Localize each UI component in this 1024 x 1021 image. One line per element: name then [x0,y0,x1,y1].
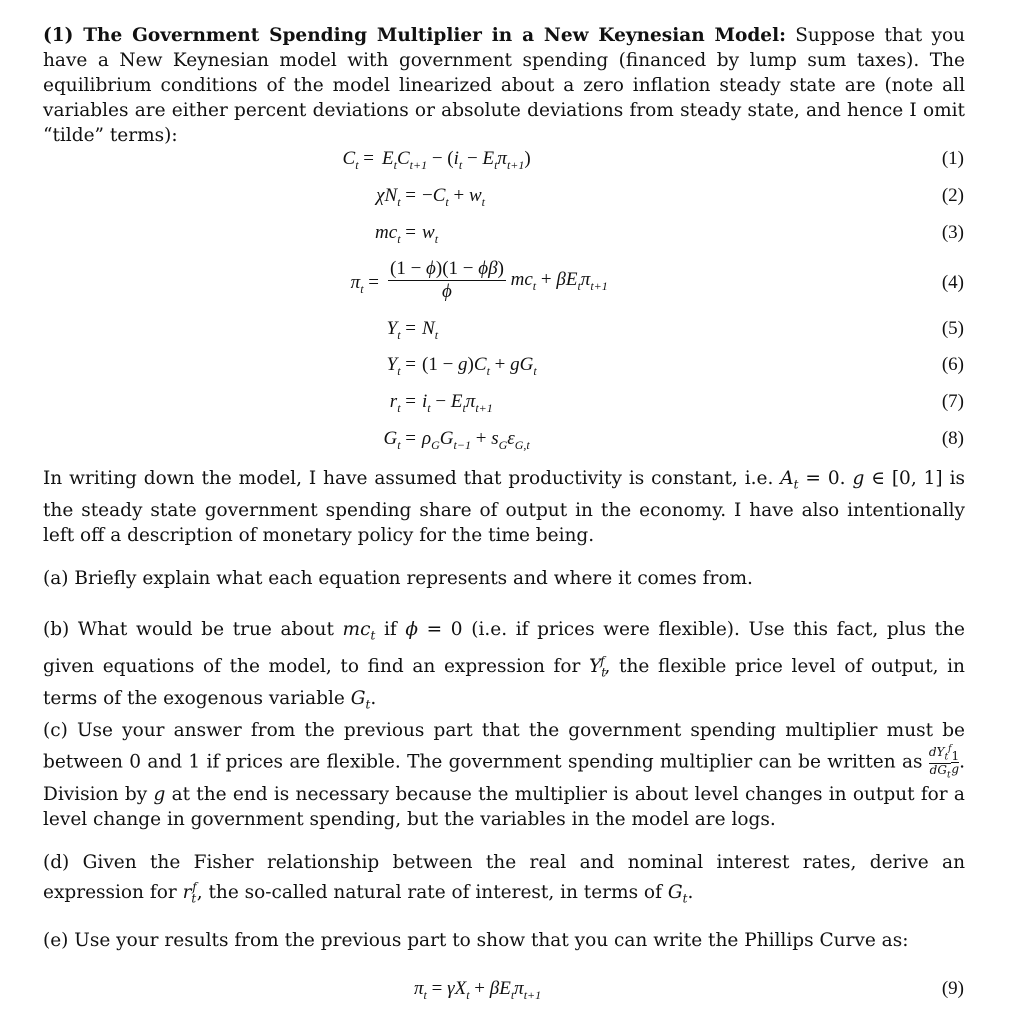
question-a: (a) Briefly explain what each equation represents and where it comes from. [43,568,753,589]
equation-number: (1) [941,148,964,169]
equation-8: $G_t$ = $\rho_GG_{t-1} + s_G\varepsilon_{G,t}$ (8) [383,428,964,452]
equation-1: $C_t$ = $E_tC_{t+1} - (i_t - E_t\pi_{t+1})$ (1) [342,148,964,172]
equation-5: $Y_t$ = $N_t$ (5) [386,318,964,342]
equation-number: (5) [941,318,964,339]
equation-9: $\pi_t = \gamma X_t + \beta E_t\pi_{t+1}$ (9) [414,978,964,1002]
equation-number: (3) [941,222,964,243]
assumptions-paragraph: In writing down the model, I have assumed that productivity is constant, i.e. $A_t = 0$. g ∈ [0, 1] is the steady state government spending share of output in the economy. I have also intentionally left off a description of monetary policy for the time being. [43,468,965,546]
equation-number: (2) [941,185,964,206]
equation-number: (4) [941,272,964,293]
intro-body: Suppose that you have a New Keynesian model with government spending (financed by lump sum taxes). The equilibrium conditions of the model linearized about a zero inflation steady state are (note all variables are either percent deviations or absolute deviations from steady state, and hence I omit “tilde” terms): [43,25,966,146]
equation-7: $r_t$ = $i_t - E_t\pi_{t+1}$ (7) [389,391,964,415]
intro-paragraph [43,23,965,148]
equation-3: $mc_t$ = $w_t$ (3) [375,222,964,246]
equation-6: $Y_t$ = $(1 - g)C_t + gG_t$ (6) [386,354,964,378]
equation-number: (6) [941,354,964,375]
question-b: (b) What would be true about $mc_t$ if ϕ = 0 (i.e. if prices were flexible). Use this fact, plus the given equations of the model, to find an expression for $Y_t^f$, the flexible price level of output, in terms of the exogenous variable $G_t$. [43,619,965,712]
question-d: (d) Given the Fisher relationship between the real and nominal interest rates, derive an expression for $r_t^f$, the so-called natural rate of interest, in terms of $G_t$. [43,852,965,906]
equation-2: $\chi N_t$ = $-C_t + w_t$ (2) [376,185,964,209]
equation-number: (8) [941,428,964,449]
equation-4: $\pi_t$ = $\frac{(1 - \phi)(1 - \phi\beta)}{\phi}$ $mc_t + \beta E_t\pi_{t+1}$ (4) [350,258,964,302]
problem-heading: (1) The Government Spending Multiplier in a New Keynesian Model: [43,25,786,46]
equation-number: (9) [941,978,964,999]
question-e: (e) Use your results from the previous part to show that you can write the Phillips Curve as: [43,930,909,951]
equation-number: (7) [941,391,964,412]
question-c: (c) Use your answer from the previous part that the government spending multiplier must be between 0 and 1 if prices are flexible. The government spending multiplier can be written as $dY_t^f$ $dG_t$ $\frac{1}{g}$. Division by g at the end is necessary because the multiplier is about level changes in output for a level change in government spending, but the variables in the model are logs. [43,720,965,830]
